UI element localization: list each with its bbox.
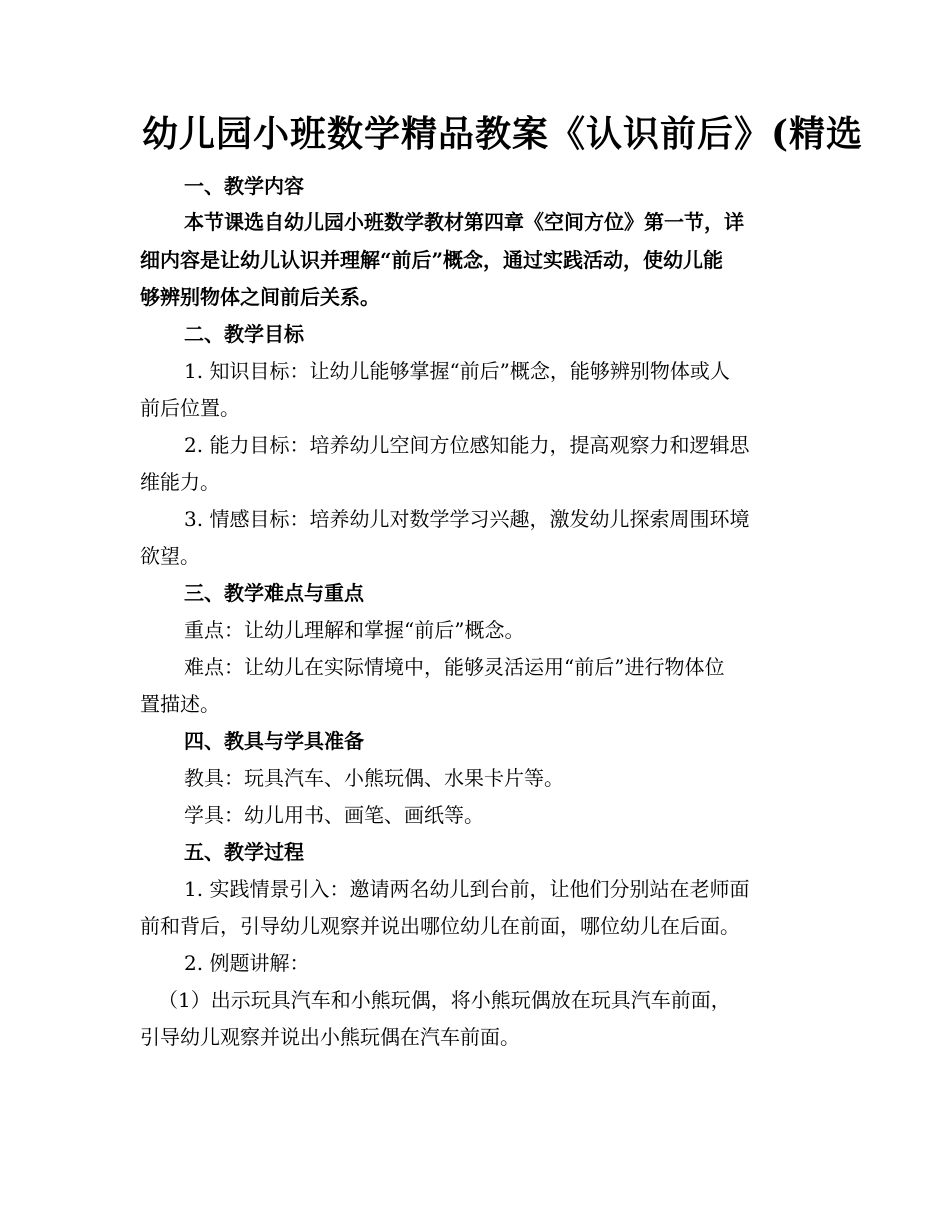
paragraph-line: 维能力。 — [140, 470, 220, 494]
paragraph-line: 3. 情感目标：培养幼儿对数学学习兴趣，激发幼儿探索周围环境 — [184, 507, 750, 531]
paragraph-line: 欲望。 — [140, 544, 200, 568]
paragraph-line: 前和背后，引导幼儿观察并说出哪位幼儿在前面，哪位幼儿在后面。 — [140, 914, 740, 938]
paragraph-line: 置描述。 — [140, 692, 220, 716]
paragraph-line: （1）出示玩具汽车和小熊玩偶，将小熊玩偶放在玩具汽车前面， — [158, 988, 731, 1012]
paragraph-line: 本节课选自幼儿园小班数学教材第四章《空间方位》第一节，详 — [184, 210, 744, 234]
section-heading-materials: 四、教具与学具准备 — [184, 729, 364, 753]
paragraph-line: 学具：幼儿用书、画笔、画纸等。 — [184, 803, 484, 827]
section-heading-content: 一、教学内容 — [184, 174, 304, 198]
paragraph-line: 难点：让幼儿在实际情境中，能够灵活运用“前后”进行物体位 — [184, 655, 725, 679]
paragraph-line: 1. 实践情景引入：邀请两名幼儿到台前，让他们分别站在老师面 — [184, 877, 750, 901]
section-heading-key-points: 三、教学难点与重点 — [184, 581, 364, 605]
paragraph-line: 教具：玩具汽车、小熊玩偶、水果卡片等。 — [184, 766, 564, 790]
paragraph-line: 引导幼儿观察并说出小熊玩偶在汽车前面。 — [140, 1025, 520, 1049]
paragraph-line: 1. 知识目标：让幼儿能够掌握“前后”概念，能够辨别物体或人 — [184, 359, 730, 383]
section-heading-objectives: 二、教学目标 — [184, 322, 304, 346]
paragraph-line: 2. 能力目标：培养幼儿空间方位感知能力，提高观察力和逻辑思 — [184, 433, 750, 457]
document-title: 幼儿园小班数学精品教案《认识前后》(精选 — [142, 113, 864, 155]
paragraph-line: 前后位置。 — [140, 396, 240, 420]
paragraph-line: 2. 例题讲解： — [184, 951, 310, 975]
paragraph-line: 重点：让幼儿理解和掌握“前后”概念。 — [184, 618, 525, 642]
section-heading-process: 五、教学过程 — [184, 840, 304, 864]
paragraph-line: 细内容是让幼儿认识并理解“前后”概念，通过实践活动，使幼儿能 — [140, 248, 724, 272]
paragraph-line: 够辨别物体之间前后关系。 — [140, 285, 380, 309]
